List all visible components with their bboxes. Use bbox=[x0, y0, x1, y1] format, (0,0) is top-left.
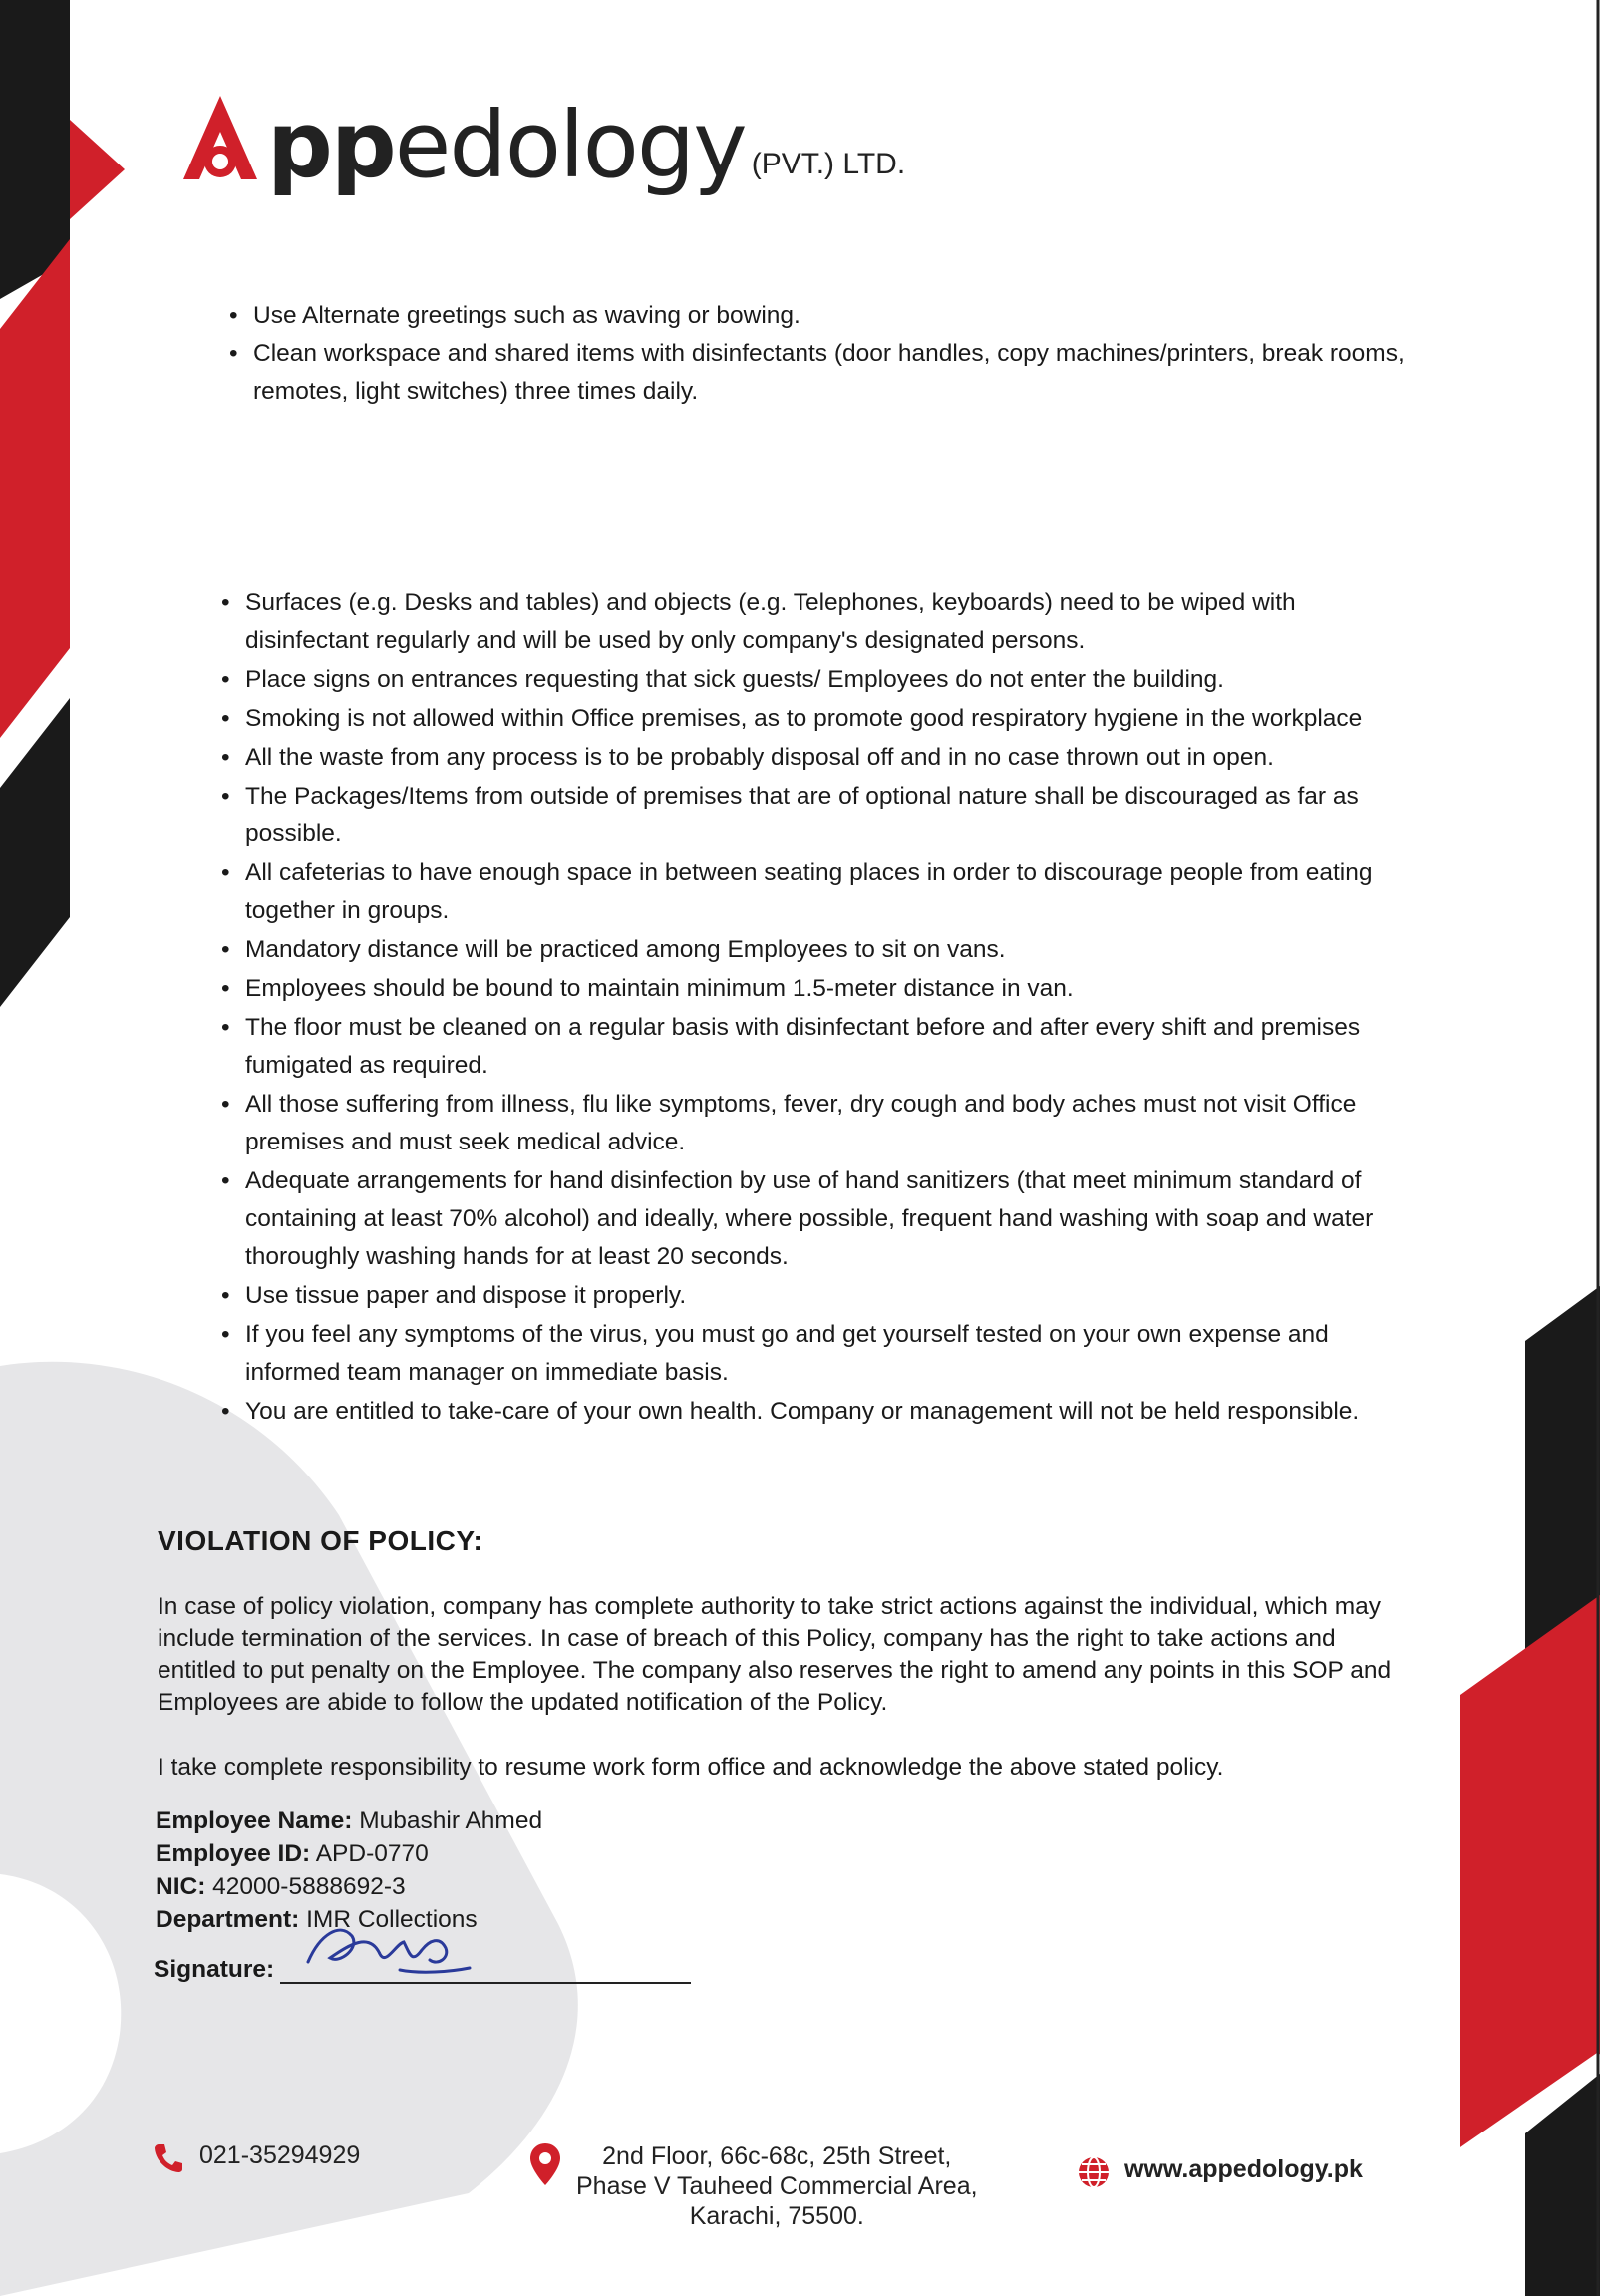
acknowledgement-paragraph: I take complete responsibility to resume work form office and acknowledge the above stated policy. bbox=[158, 1754, 1224, 1781]
bullet-list-top bbox=[229, 297, 1426, 411]
logo-suffix: (PVT.) LTD. bbox=[751, 148, 906, 180]
right-dark-band-lower bbox=[1525, 2074, 1600, 2296]
list-item: • Smoking is not allowed within Office premises, as to promote good respiratory hygiene in the workplace bbox=[221, 700, 1418, 738]
list-item: • Mandatory distance will be practiced among Employees to sit on vans. bbox=[221, 931, 1418, 969]
list-item: • If you feel any symptoms of the virus, you must go and get yourself tested on your own expense and informed team manager on immediate basis. bbox=[221, 1316, 1418, 1392]
nic-label: NIC: bbox=[156, 1873, 206, 1900]
list-item: • Surfaces (e.g. Desks and tables) and objects (e.g. Telephones, keyboards) need to be wiped with disinfectant regularly and will be used by only company's designated persons. bbox=[221, 584, 1418, 660]
left-red-band bbox=[0, 239, 70, 738]
address-line-3: Karachi, 75500. bbox=[689, 2202, 864, 2230]
footer-website bbox=[1077, 2155, 1363, 2189]
department-value: IMR Collections bbox=[306, 1906, 478, 1933]
violation-paragraph: In case of policy violation, company has complete authority to take strict actions against the individual, which may include termination of the services. In case of breach of this Policy, company has the right to take actions and entitled to put penalty on the Employee. The company also reserves the right to amend any points in this SOP and Employees are abide to follow the updated notification of the Policy. bbox=[158, 1593, 1392, 1716]
list-item: • Use tissue paper and dispose it properly. bbox=[221, 1277, 1418, 1315]
employee-id-row bbox=[156, 1837, 542, 1870]
logo-text-light: edology bbox=[394, 92, 746, 198]
list-item: • The floor must be cleaned on a regular basis with disinfectant before and after every shift and premises fumigated as required. bbox=[221, 1009, 1418, 1085]
website-link[interactable]: www.appedology.pk bbox=[1124, 2155, 1363, 2183]
phone-icon bbox=[152, 2141, 185, 2175]
list-item: • The Packages/Items from outside of premises that are of optional nature shall be discouraged as far as possible. bbox=[221, 778, 1418, 853]
logo-wordmark bbox=[267, 92, 746, 198]
left-dark-band bbox=[0, 698, 70, 1007]
address-line-1: 2nd Floor, 66c-68c, 25th Street, bbox=[602, 2142, 952, 2170]
list-item: • Use Alternate greetings such as waving or bowing. bbox=[229, 297, 1426, 335]
footer-address bbox=[528, 2141, 978, 2231]
nic-value: 42000-5888692-3 bbox=[212, 1873, 406, 1900]
list-item: • Employees should be bound to maintain minimum 1.5-meter distance in van. bbox=[221, 970, 1418, 1008]
employee-name-label: Employee Name: bbox=[156, 1807, 353, 1834]
phone-number[interactable]: 021-35294929 bbox=[199, 2141, 361, 2169]
employee-id-value: APD-0770 bbox=[315, 1840, 429, 1867]
handwritten-signature bbox=[300, 1914, 480, 1984]
bullet-list-main bbox=[221, 584, 1418, 1432]
list-item: • You are entitled to take-care of your own health. Company or management will not be held responsible. bbox=[221, 1393, 1418, 1431]
address-line-2: Phase V Tauheed Commercial Area, bbox=[576, 2172, 978, 2200]
location-pin-icon bbox=[528, 2141, 562, 2187]
nic-row bbox=[156, 1870, 542, 1903]
list-item: • Adequate arrangements for hand disinfection by use of hand sanitizers (that meet minimum standard of containing at least 70% alcohol) and ideally, where possible, frequent hand washing with soap and water thoroughly washing hands for at least 20 seconds. bbox=[221, 1162, 1418, 1276]
footer-phone bbox=[152, 2141, 360, 2175]
list-item: • All cafeterias to have enough space in between seating places in order to discourage people from eating together in groups. bbox=[221, 854, 1418, 930]
logo-a-icon bbox=[177, 92, 263, 191]
employee-name-value: Mubashir Ahmed bbox=[359, 1807, 543, 1834]
department-label: Department: bbox=[156, 1906, 300, 1933]
left-red-arrow bbox=[70, 120, 125, 219]
signature-label: Signature: bbox=[154, 1956, 275, 1983]
list-item: • All those suffering from illness, flu like symptoms, fever, dry cough and body aches must not visit Office premises and must seek medical advice. bbox=[221, 1086, 1418, 1161]
employee-name-row bbox=[156, 1804, 542, 1837]
signature-line bbox=[280, 1954, 691, 1984]
logo-text-bold: pp bbox=[267, 92, 395, 198]
violation-heading: VIOLATION OF POLICY: bbox=[158, 1525, 483, 1556]
address-text bbox=[576, 2141, 978, 2231]
globe-icon bbox=[1077, 2155, 1111, 2189]
employee-id-label: Employee ID: bbox=[156, 1840, 311, 1867]
company-logo bbox=[177, 92, 906, 198]
list-item: • Clean workspace and shared items with disinfectants (door handles, copy machines/printers, break rooms, remotes, light switches) three times daily. bbox=[229, 335, 1426, 411]
signature-block bbox=[154, 1954, 691, 1984]
list-item: • All the waste from any process is to be probably disposal off and in no case thrown out in open. bbox=[221, 739, 1418, 777]
list-item: • Place signs on entrances requesting that sick guests/ Employees do not enter the building. bbox=[221, 661, 1418, 699]
